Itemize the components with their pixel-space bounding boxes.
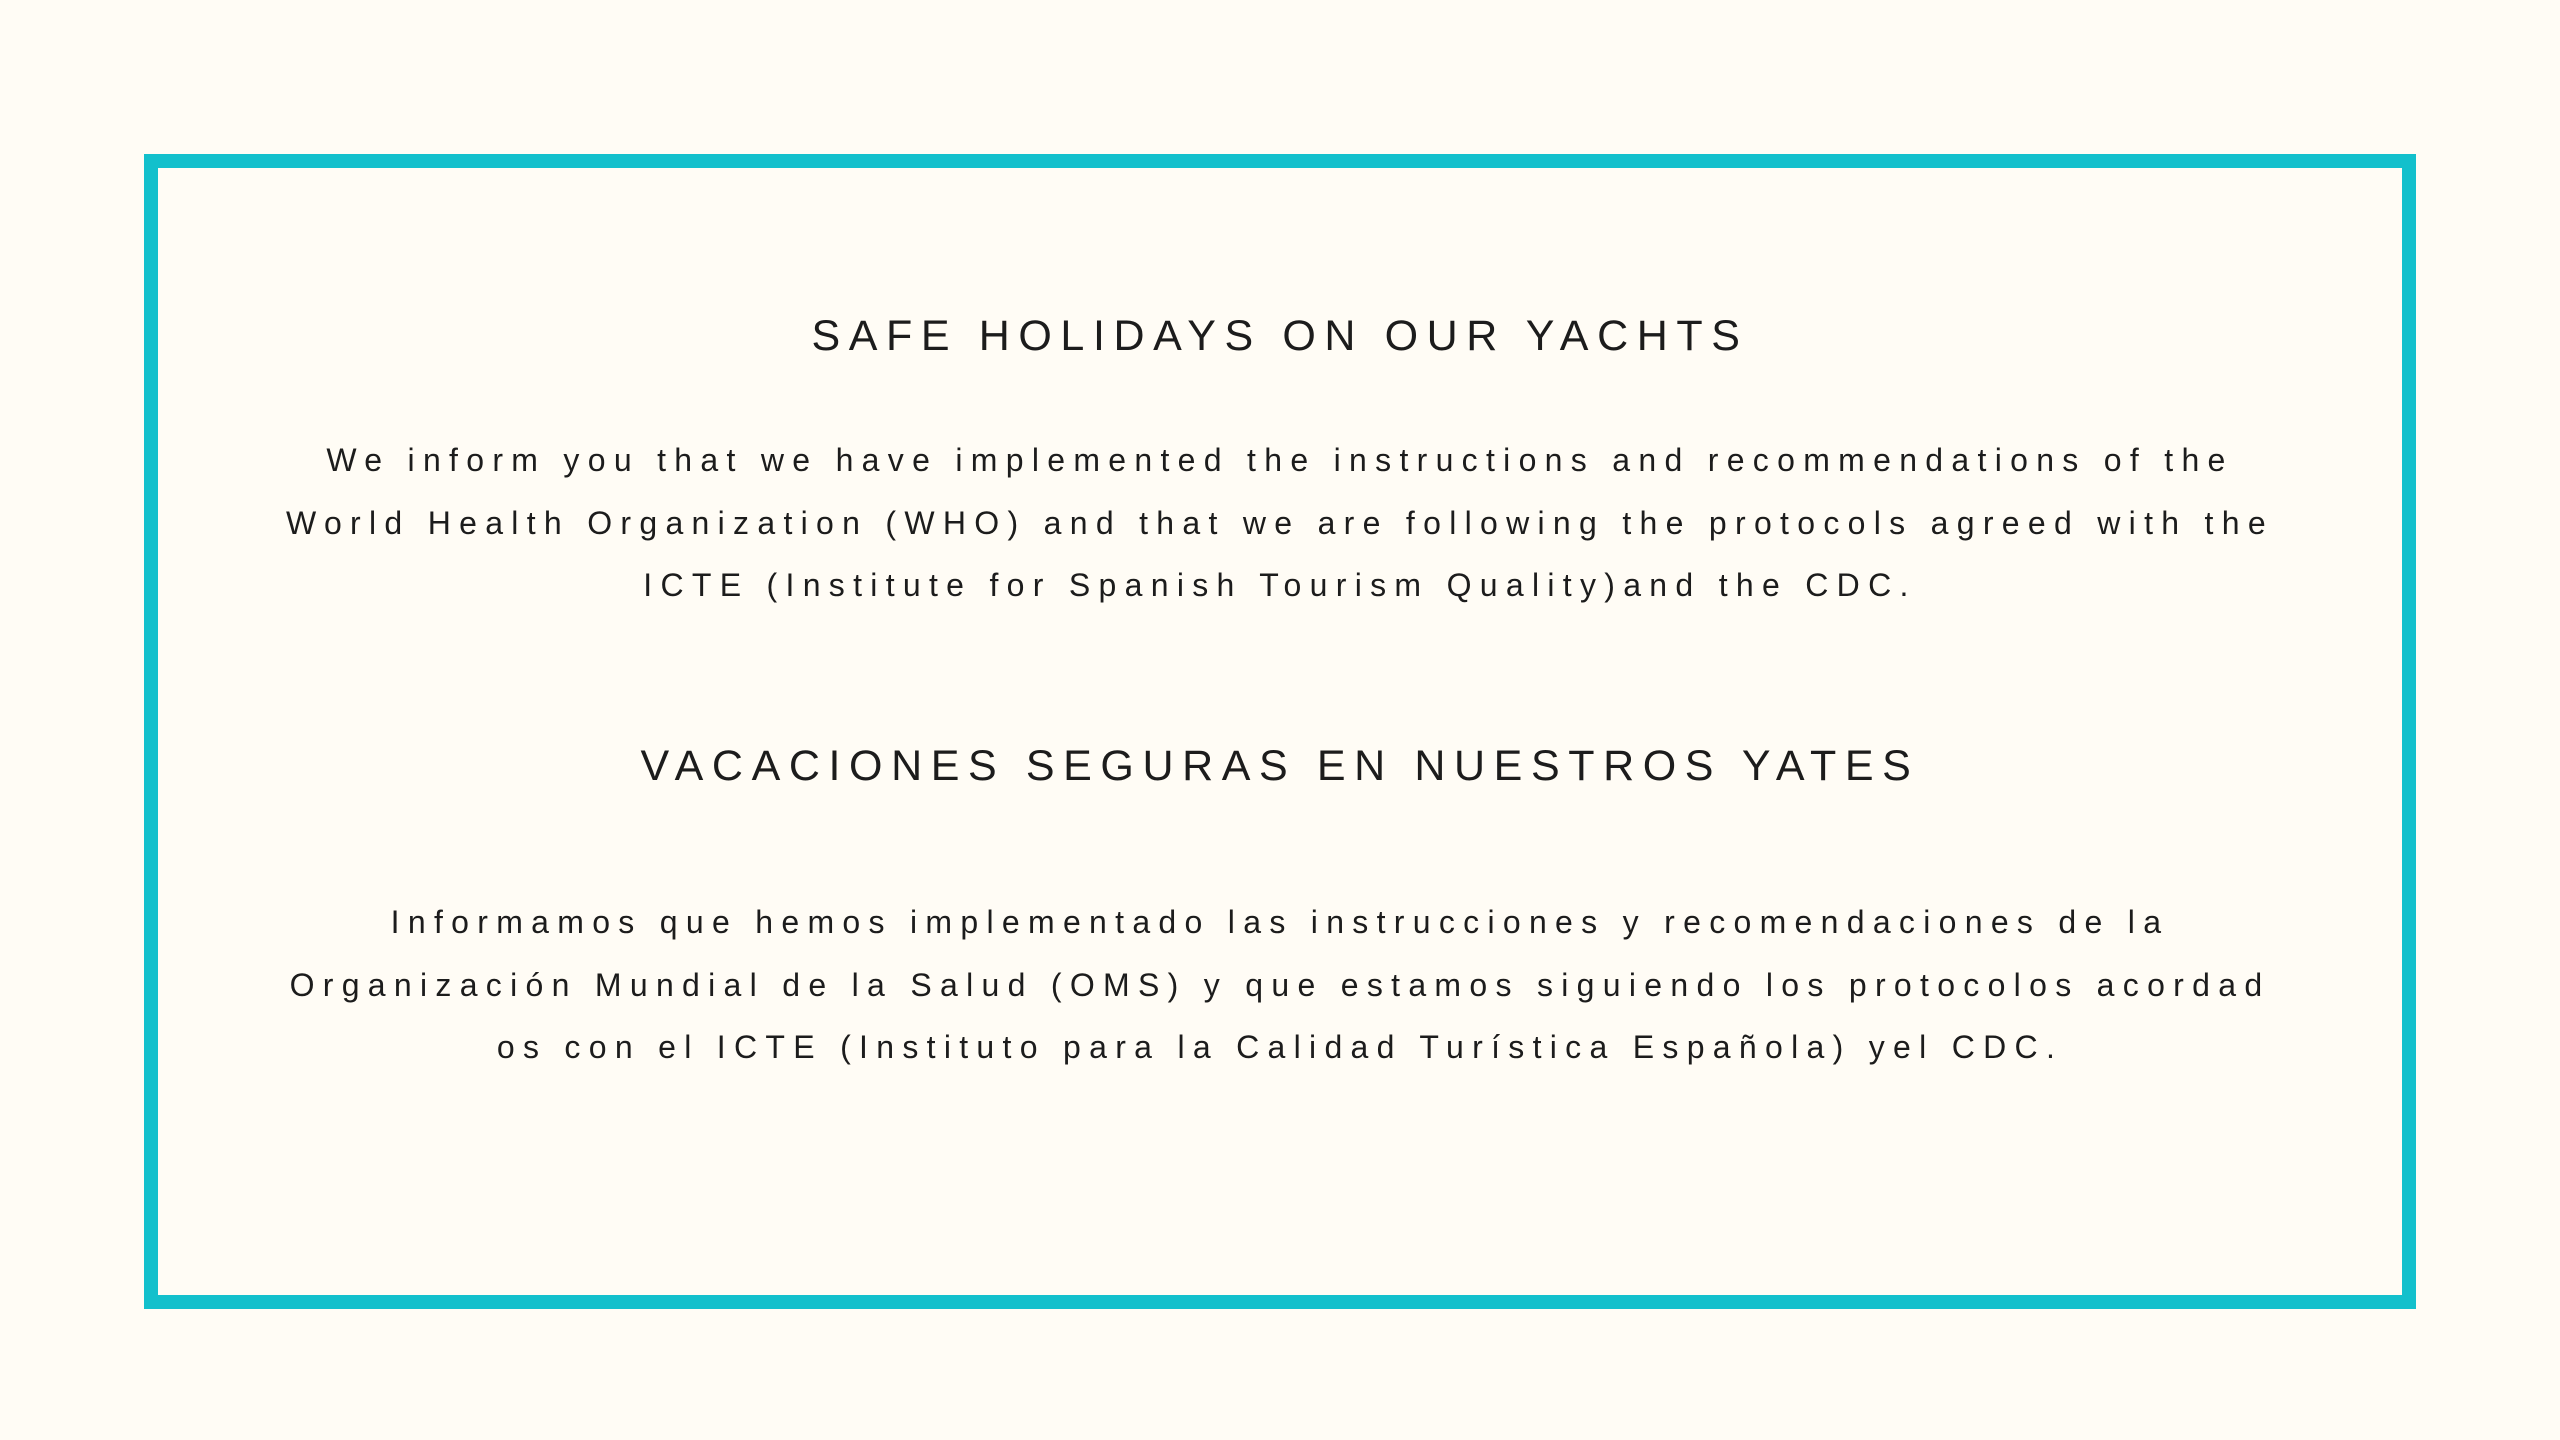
english-heading: SAFE HOLIDAYS ON OUR YACHTS: [811, 312, 1749, 360]
english-paragraph-line: World Health Organization (WHO) and that we are following the protocols agreed with the: [286, 505, 2274, 541]
english-paragraph-line: We inform you that we have implemented the instructions and recommendations of the: [326, 442, 2234, 478]
english-paragraph-line: ICTE (Institute for Spanish Tourism Quality)and the CDC.: [643, 567, 1917, 603]
spanish-heading: VACACIONES SEGURAS EN NUESTROS YATES: [640, 742, 1920, 790]
spanish-paragraph-line: Organización Mundial de la Salud (OMS) y que estamos siguiendo los protocolos acordad: [289, 967, 2271, 1003]
spanish-paragraph-line: os con el ICTE (Instituto para la Calidad Turística Española) yel CDC.: [496, 1029, 2064, 1065]
spanish-paragraph-line: Informamos que hemos implementado las instrucciones y recomendaciones de la: [390, 904, 2170, 940]
